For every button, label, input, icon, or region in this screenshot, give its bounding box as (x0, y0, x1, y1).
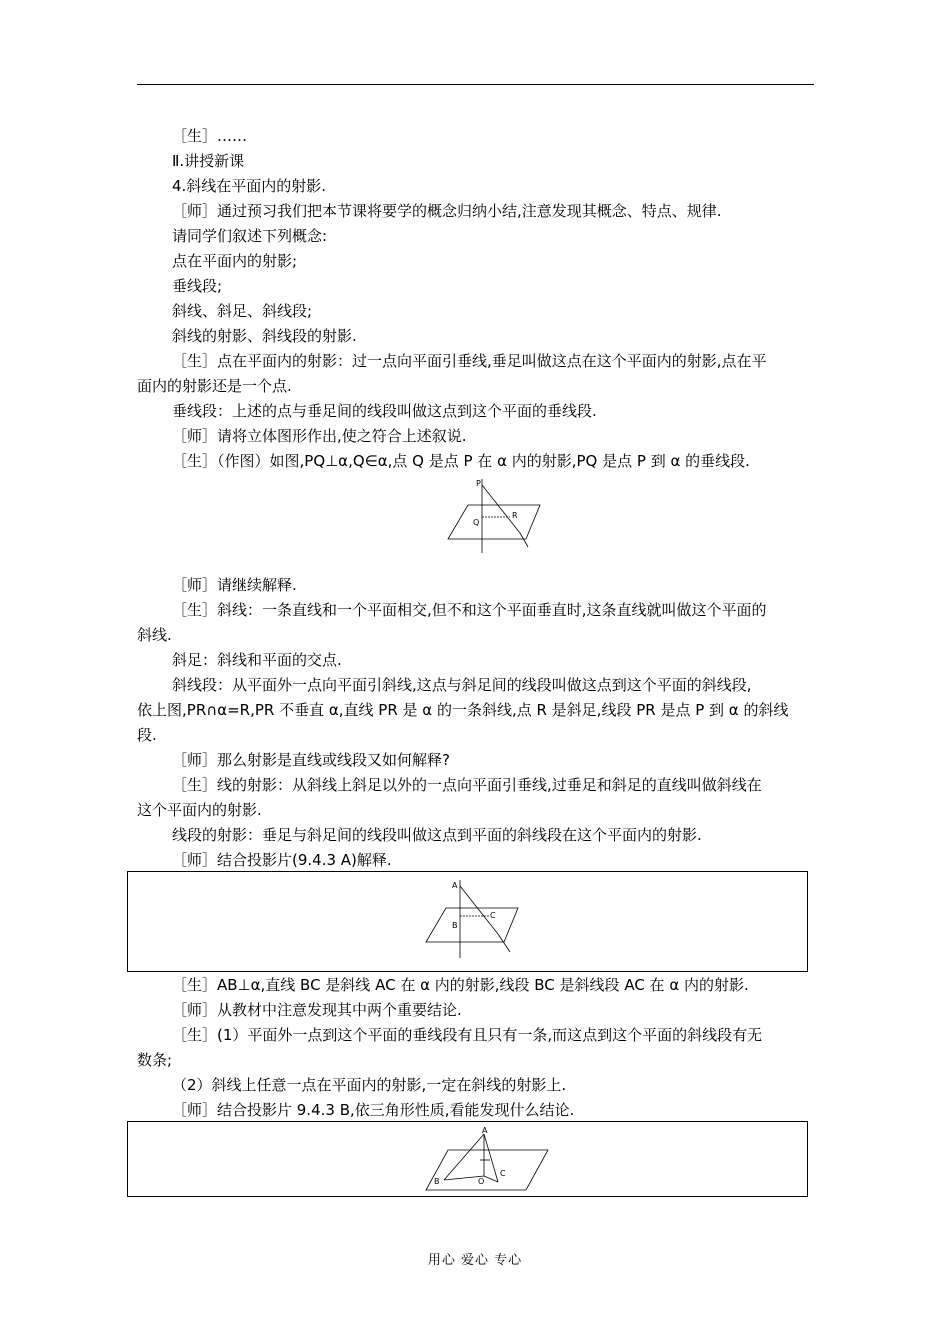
fig3-label-o: O (478, 1177, 485, 1186)
text-line: ［生］…… (172, 127, 248, 145)
section-heading: Ⅱ.讲授新课 (172, 152, 245, 170)
projection-slide-a (127, 871, 808, 972)
text-line: ［师］结合投影片 9.4.3 B,依三角形性质,看能发现什么结论. (172, 1101, 575, 1119)
subsection-heading: 4.斜线在平面内的射影. (172, 177, 327, 195)
text-line: 斜线、斜足、斜线段; (172, 302, 313, 320)
text-line: ［生］（作图）如图,PQ⊥α,Q∈α,点 Q 是点 P 在 α 内的射影,PQ 是点 P 到 α 的垂线段. (172, 452, 750, 470)
text-line: ［师］从教材中注意发现其中两个重要结论. (172, 1001, 462, 1019)
text-line: 请同学们叙述下列概念: (172, 227, 328, 245)
text-line: ［生］点在平面内的射影：过一点向平面引垂线,垂足叫做这点在这个平面内的射影,点在平 (172, 352, 767, 370)
text-line: 段. (137, 726, 157, 744)
text-line: 面内的射影还是一个点. (137, 377, 292, 395)
text-line: ［生］线的射影：从斜线上斜足以外的一点向平面引垂线,过垂足和斜足的直线叫做斜线在 (172, 776, 762, 794)
figure-ab-perpendicular (418, 876, 528, 966)
text-line: 线段的射影：垂足与斜足间的线段叫做这点到平面的斜线段在这个平面内的射影. (172, 826, 702, 844)
text-line: 这个平面内的射影. (137, 801, 262, 819)
fig2-label-a: A (452, 881, 458, 890)
text-line: 点在平面内的射影; (172, 252, 298, 270)
text-line: ［师］请将立体图形作出,使之符合上述叙说. (172, 427, 467, 445)
fig3-label-b: B (434, 1177, 440, 1186)
text-line: 依上图,PR∩α=R,PR 不垂直 α,直线 PR 是 α 的一条斜线,点 R 是斜足,线段 PR 是点 P 到 α 的斜线 (137, 701, 789, 719)
text-line: 斜线. (137, 626, 172, 644)
text-line: ［生］(1）平面外一点到这个平面的垂线段有且只有一条,而这点到这个平面的斜线段有无 (172, 1026, 763, 1044)
text-line: 斜线的射影、斜线段的射影. (172, 327, 357, 345)
page-footer: 用心 爱心 专心 (427, 1253, 523, 1268)
fig2-label-c: C (490, 911, 496, 920)
text-line: 数条; (137, 1051, 173, 1069)
fig1-label-q: Q (473, 518, 480, 527)
projection-slide-b (127, 1121, 808, 1197)
text-line: ［生］斜线：一条直线和一个平面相交,但不和这个平面垂直时,这条直线就叫做这个平面的 (172, 601, 767, 619)
text-line: ［师］那么射影是直线或线段又如何解释? (172, 751, 450, 769)
text-line: （2）斜线上任意一点在平面内的射影,一定在斜线的射影上. (172, 1076, 567, 1094)
text-line: 斜足：斜线和平面的交点. (172, 651, 342, 669)
text-line: 垂线段：上述的点与垂足间的线段叫做这点到这个平面的垂线段. (172, 402, 597, 420)
header-rule (137, 84, 814, 85)
fig2-label-b: B (452, 921, 458, 930)
text-line: ［师］通过预习我们把本节课将要学的概念归纳小结,注意发现其概念、特点、规律. (172, 202, 722, 220)
fig3-label-a: A (482, 1126, 488, 1135)
text-line: ［师］请继续解释. (172, 576, 297, 594)
text-line: 垂线段; (172, 277, 223, 295)
fig3-label-c: C (500, 1169, 506, 1178)
figure-pq-perpendicular (440, 473, 550, 555)
text-line: ［生］AB⊥α,直线 BC 是斜线 AC 在 α 内的射影,线段 BC 是斜线段 AC 在 α 内的射影. (172, 976, 749, 994)
fig1-label-r: R (512, 511, 518, 520)
text-line: 斜线段：从平面外一点向平面引斜线,这点与斜足间的线段叫做这点到这个平面的斜线段, (172, 676, 752, 694)
text-line: ［师］结合投影片(9.4.3 A)解释. (172, 851, 392, 869)
fig1-label-p: P (476, 479, 481, 488)
figure-three-lines (416, 1124, 556, 1196)
